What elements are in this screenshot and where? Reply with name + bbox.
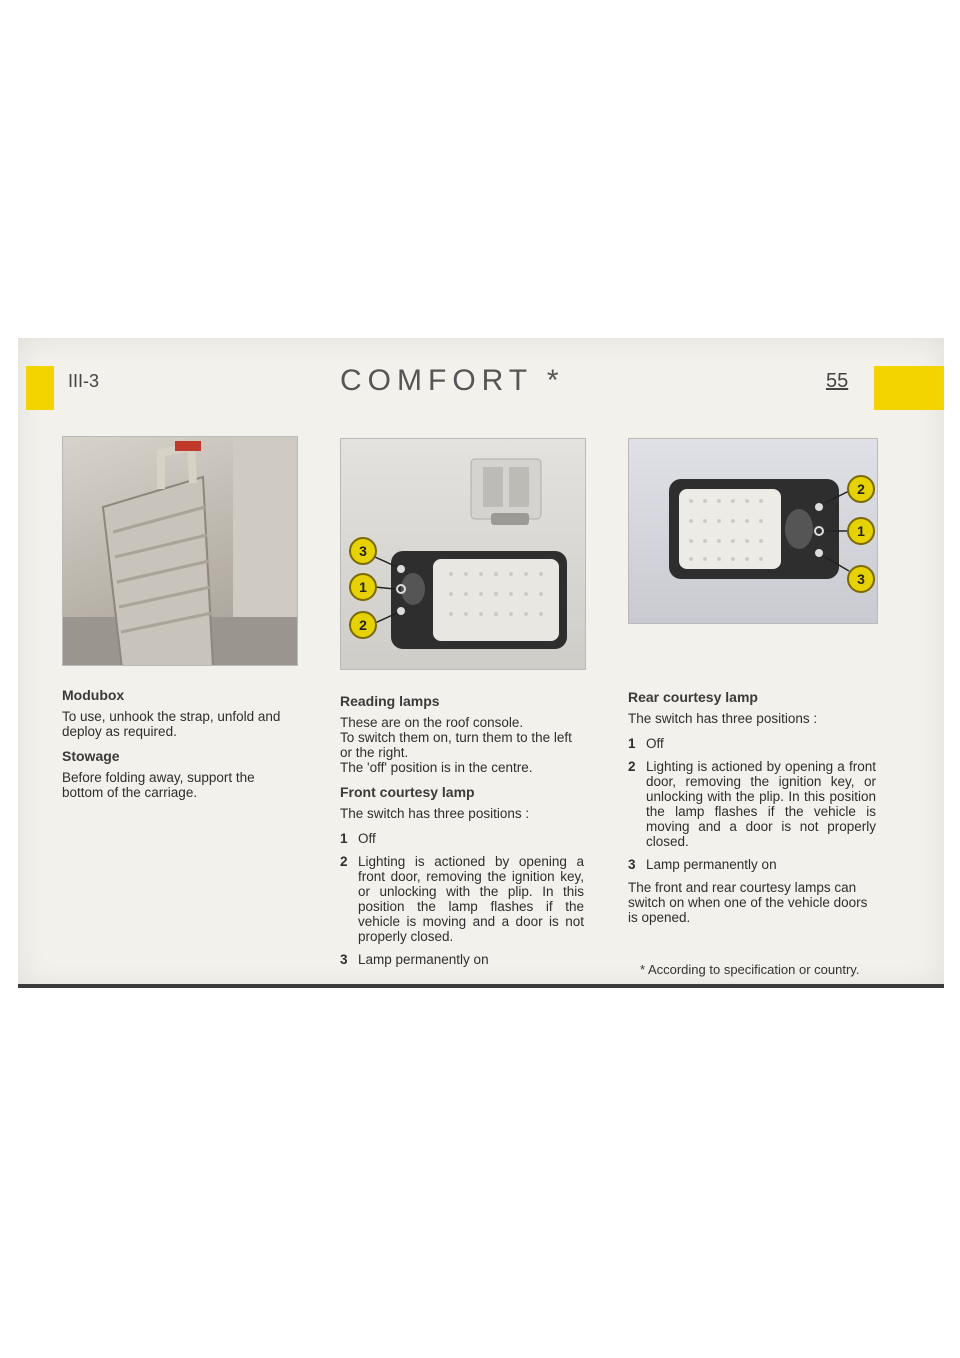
- modubox-illustration: [63, 437, 297, 665]
- item-number: 3: [628, 857, 636, 872]
- stowage-text: Before folding away, support the bottom of the carriage.: [62, 770, 255, 800]
- list-item: [340, 831, 584, 846]
- callout-3: 3: [349, 537, 377, 565]
- page-number: 55: [826, 370, 849, 392]
- callout-1: 1: [349, 573, 377, 601]
- rear-courtesy-section: [628, 690, 876, 935]
- item-number: 2: [340, 854, 348, 869]
- rear-courtesy-lamp-photo: [628, 438, 878, 624]
- section-tab-left: [26, 366, 54, 410]
- reading-lamps-photo: [340, 438, 586, 670]
- callout-3: 3: [847, 565, 875, 593]
- item-number: 2: [628, 759, 636, 774]
- list-item: [628, 736, 876, 751]
- item-text: Lamp permanently on: [646, 857, 777, 872]
- page-title: COMFORT *: [340, 364, 565, 397]
- list-item: [340, 854, 584, 944]
- rear-courtesy-heading: Rear courtesy lamp: [628, 689, 758, 705]
- rear-lamp-illustration: [629, 439, 877, 623]
- reading-lamps-line3: The 'off' position is in the centre.: [340, 760, 533, 775]
- item-number: 1: [340, 831, 348, 846]
- item-text: Lamp permanently on: [358, 952, 489, 967]
- modubox-section: [62, 688, 296, 810]
- item-text: Off: [646, 736, 664, 751]
- callout-2: 2: [847, 475, 875, 503]
- section-tab-right: [874, 366, 944, 410]
- item-number: 1: [628, 736, 636, 751]
- modubox-heading: Modubox: [62, 687, 125, 703]
- rear-courtesy-intro: The switch has three positions :: [628, 711, 818, 726]
- list-item: [340, 952, 584, 967]
- front-courtesy-intro: The switch has three positions :: [340, 806, 530, 821]
- item-text: Lighting is actioned by opening a front door, removing the ignition key, or unlocking with the plip. In this position the lamp flashes if the vehicle is moving and a door is not properly closed.: [646, 759, 876, 849]
- reading-lamps-line1: These are on the roof console.: [340, 715, 524, 730]
- modubox-text: To use, unhook the strap, unfold and deploy as required.: [62, 709, 281, 739]
- footnote: * According to specification or country.: [640, 962, 860, 977]
- list-item: [628, 857, 876, 872]
- reading-lamps-section: [340, 694, 584, 975]
- item-text: Lighting is actioned by opening a front door, removing the ignition key, or unlocking with the plip. In this position the lamp flashes if the vehicle is moving and a door is not properly closed.: [358, 854, 584, 944]
- section-code: III-3: [68, 371, 100, 391]
- callout-1: 1: [847, 517, 875, 545]
- page-edge: [18, 984, 944, 988]
- reading-lamps-line2: To switch them on, turn them to the left or the right.: [340, 730, 572, 760]
- stowage-heading: Stowage: [62, 748, 120, 764]
- reading-lamps-heading: Reading lamps: [340, 693, 440, 709]
- item-number: 3: [340, 952, 348, 967]
- modubox-photo: [62, 436, 298, 666]
- list-item: [628, 759, 876, 849]
- roof-console-illustration: [341, 439, 585, 669]
- front-courtesy-heading: Front courtesy lamp: [340, 784, 475, 800]
- item-text: Off: [358, 831, 376, 846]
- rear-courtesy-closing: The front and rear courtesy lamps can switch on when one of the vehicle doors is opened.: [628, 880, 868, 925]
- callout-2: 2: [349, 611, 377, 639]
